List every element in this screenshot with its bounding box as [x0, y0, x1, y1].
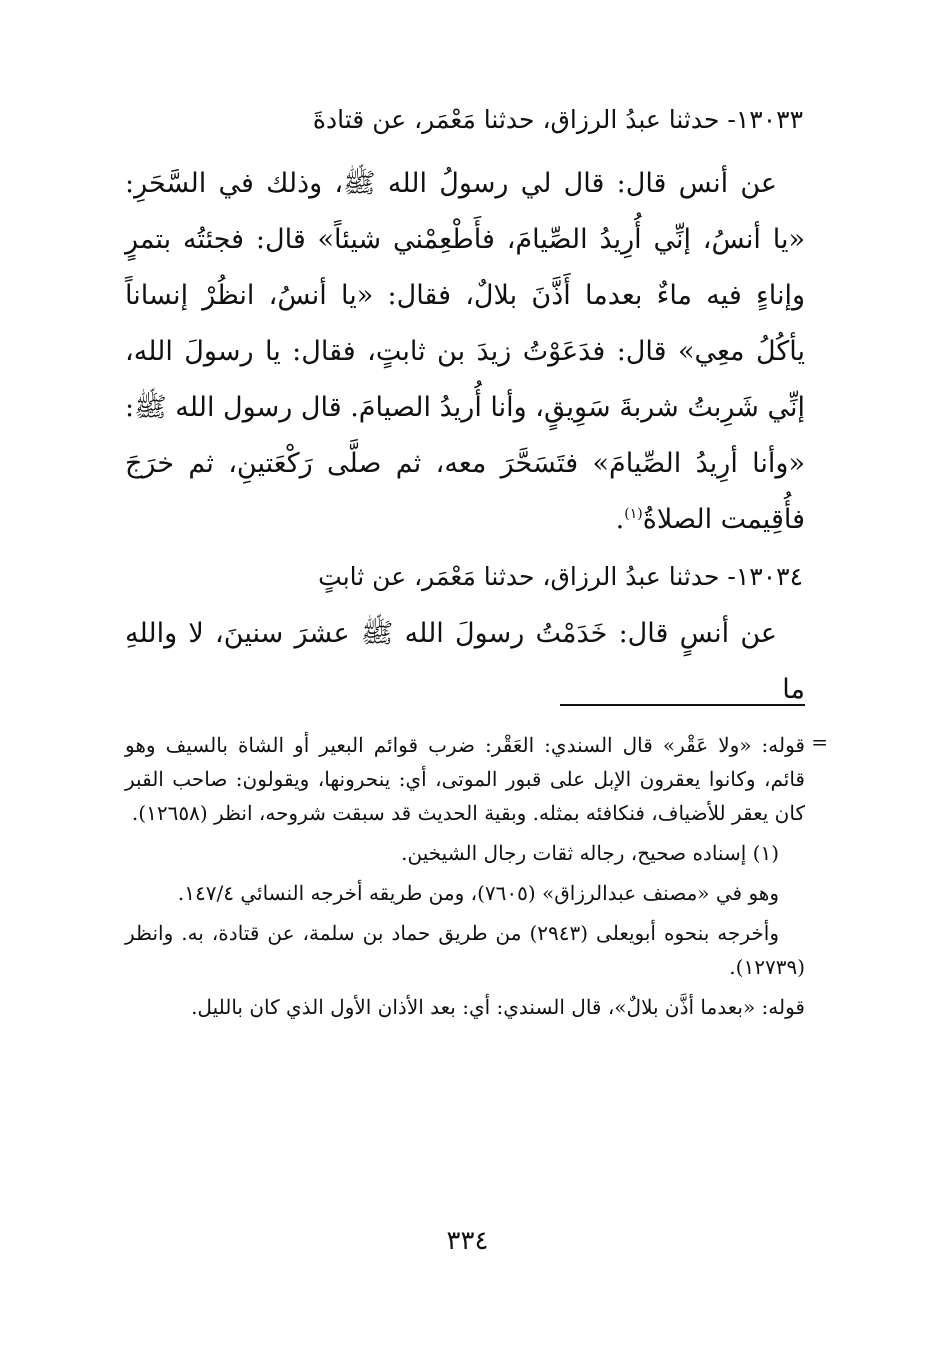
hadith-chain: ١٣٠٣٤- حدثنا عبدُ الرزاق، حدثنا مَعْمَر، عن ثابتٍ — [318, 562, 803, 591]
footnote-continuation-mark: = — [811, 730, 828, 754]
hadith-chain: ١٣٠٣٣- حدثنا عبدُ الرزاق، حدثنا مَعْمَر، عن قتادةَ — [312, 105, 803, 134]
footnote-paragraph: وهو في «مصنف عبدالرزاق» (٧٦٠٥)، ومن طريقه أخرجه النسائي ١٤٧/٤. — [177, 881, 779, 905]
footnote-paragraph: (١) إسناده صحيح، رجاله ثقات رجال الشيخين. — [401, 841, 779, 865]
page-number: ٣٣٤ — [446, 1226, 489, 1256]
hadith-text: عن أنس قال: قال لي رسولُ الله ﷺ، وذلك في السَّحَرِ: «يا أنسُ، إنِّي أُرِيدُ الصِّيامَ، فأَطْعِمْني شيئاً» قال: فجئتُه بتمرٍ وإناءٍ فيه ماءٌ بعدما أَذَّنَ بلالٌ، فقال: «يا أنسُ، انظُرْ إنساناً يأكُلُ معِي» قال: فدَعَوْتُ زيدَ بن ثابتٍ، فقال: يا رسولَ الله، إنِّي شَرِبتُ شربةَ سَوِيقٍ، وأنا أُريدُ الصيامَ. قال رسول الله ﷺ: «وأنا أرِيدُ الصِّيامَ» فتَسَحَّرَ معه، ثم صلَّى رَكْعَتينِ، ثم خرَجَ فأُقِيمت الصلاةُ — [125, 168, 805, 535]
footnote-paragraph: قوله: «بعدما أذَّن بلالٌ»، قال السندي: أي: بعد الأذان الأول الذي كان بالليل. — [191, 995, 805, 1019]
hadith-body — [125, 156, 805, 548]
footnote-paragraph: وأخرجه بنحوه أبويعلى (٢٩٤٣) من طريق حماد بن سلمة، عن قتادة، به. وانظر (١٢٧٣٩). — [125, 921, 805, 979]
hadith-end-punctuation: . — [615, 504, 625, 535]
footnote-divider — [560, 704, 805, 706]
hadith-body — [125, 606, 805, 718]
footnote-paragraph: قوله: «ولا عَقْر» قال السندي: العَقْر: ضرب قوائم البعير أو الشاة بالسيف وهو قائم، وكانوا يعقرون الإبل على قبور الموتى، أي: ينحرونها، ويقولون: صاحب القبر كان يعقر للأضياف، فنكافئه بمثله. وبقية الحديث قد سبقت شروحه، انظر (١٢٦٥٨). — [125, 733, 805, 825]
footnote-reference[interactable]: (١) — [624, 506, 643, 522]
footnotes-section — [125, 728, 805, 1030]
hadith-text: عن أنسٍ قال: خَدَمْتُ رسولَ الله ﷺ عشرَ سنينَ، لا واللهِ ما — [125, 618, 805, 705]
hadith-header — [123, 557, 803, 597]
hadith-header — [123, 100, 803, 140]
